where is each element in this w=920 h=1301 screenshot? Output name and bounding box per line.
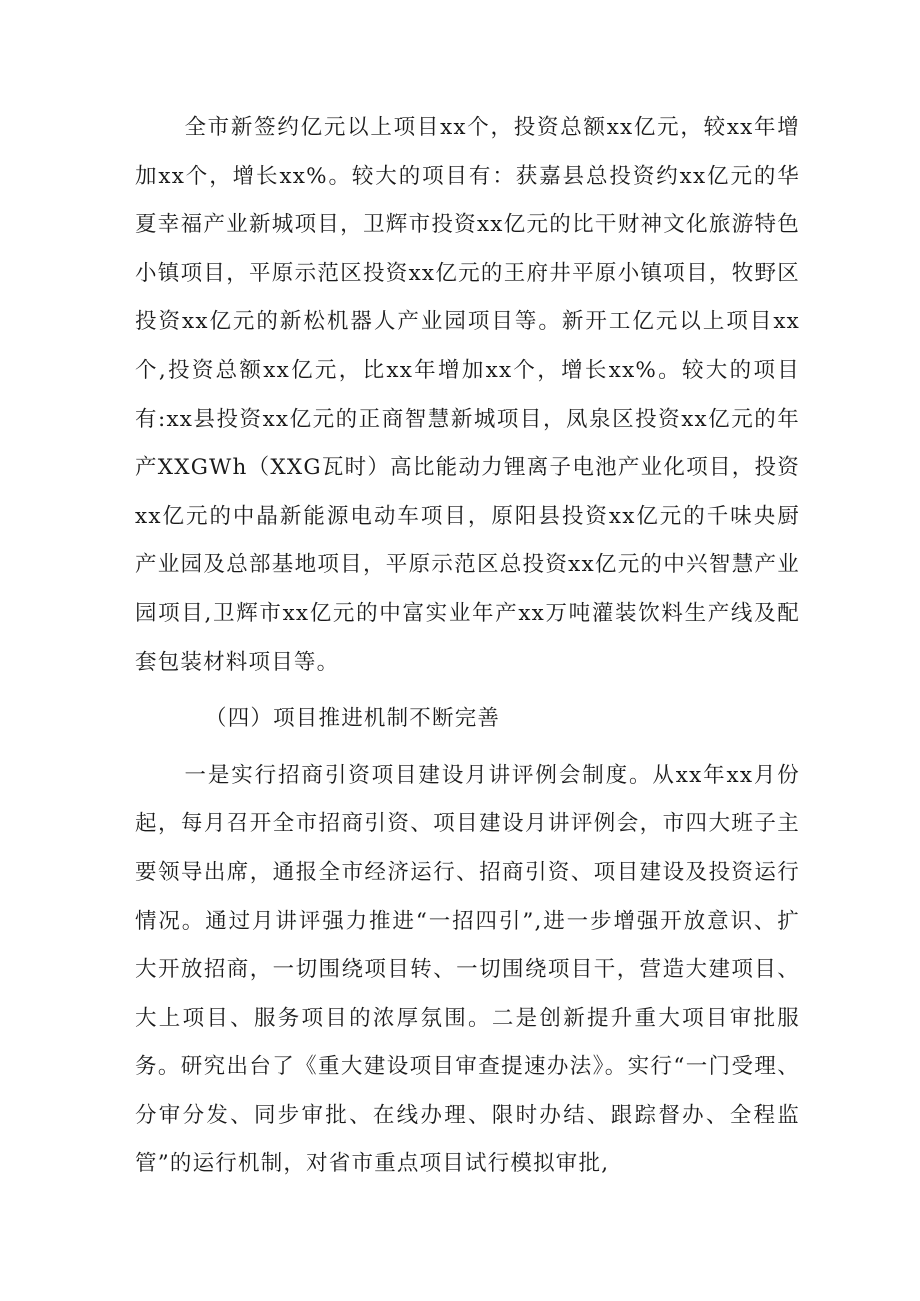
paragraph-new-projects: 全市新签约亿元以上项目xx个，投资总额xx亿元，较xx年增加xx个，增长xx%。较大的项目有：获嘉县总投资约xx亿元的华夏幸福产业新城项目，卫辉市投资xx亿元的比干财神文化旅游特色小镇项目，平原示范区投资xx亿元的王府井平原小镇项目，牧野区投资xx亿元的新松机器人产业园项目等。新开工亿元以上项目xx个,投资总额xx亿元，比xx年增加xx个，增长xx%。较大的项目有:xx县投资xx亿元的正商智慧新城项目，凤泉区投资xx亿元的年产XXGWh（XXG瓦时）高比能动力锂离子电池产业化项目，投资xx亿元的中晶新能源电动车项目，原阳县投资xx亿元的千味央厨产业园及总部基地项目，平原示范区总投资xx亿元的中兴智慧产业园项目,卫辉市xx亿元的中富实业年产xx万吨灌装饮料生产线及配套包装材料项目等。: [135, 115, 800, 675]
document-page: [135, 104, 800, 1189]
paragraph-mechanism: 一是实行招商引资项目建设月讲评例会制度。从xx年xx月份起，每月召开全市招商引资、项目建设月讲评例会，市四大班子主要领导出席，通报全市经济运行、招商引资、项目建设及投资运行情况。通过月讲评强力推进“一招四引”,进一步增强开放意识、扩大开放招商，一切围绕项目转、一切围绕项目干，营造大建项目、大上项目、服务项目的浓厚氛围。二是创新提升重大项目审批服务。研究出台了《重大建设项目审查提速办法》。实行“一门受理、分审分发、同步审批、在线办理、限时办结、跟踪督办、全程监管”的运行机制，对省市重点项目试行模拟审批,: [135, 762, 800, 1177]
section-heading: （四）项目推进机制不断完善: [205, 706, 501, 732]
